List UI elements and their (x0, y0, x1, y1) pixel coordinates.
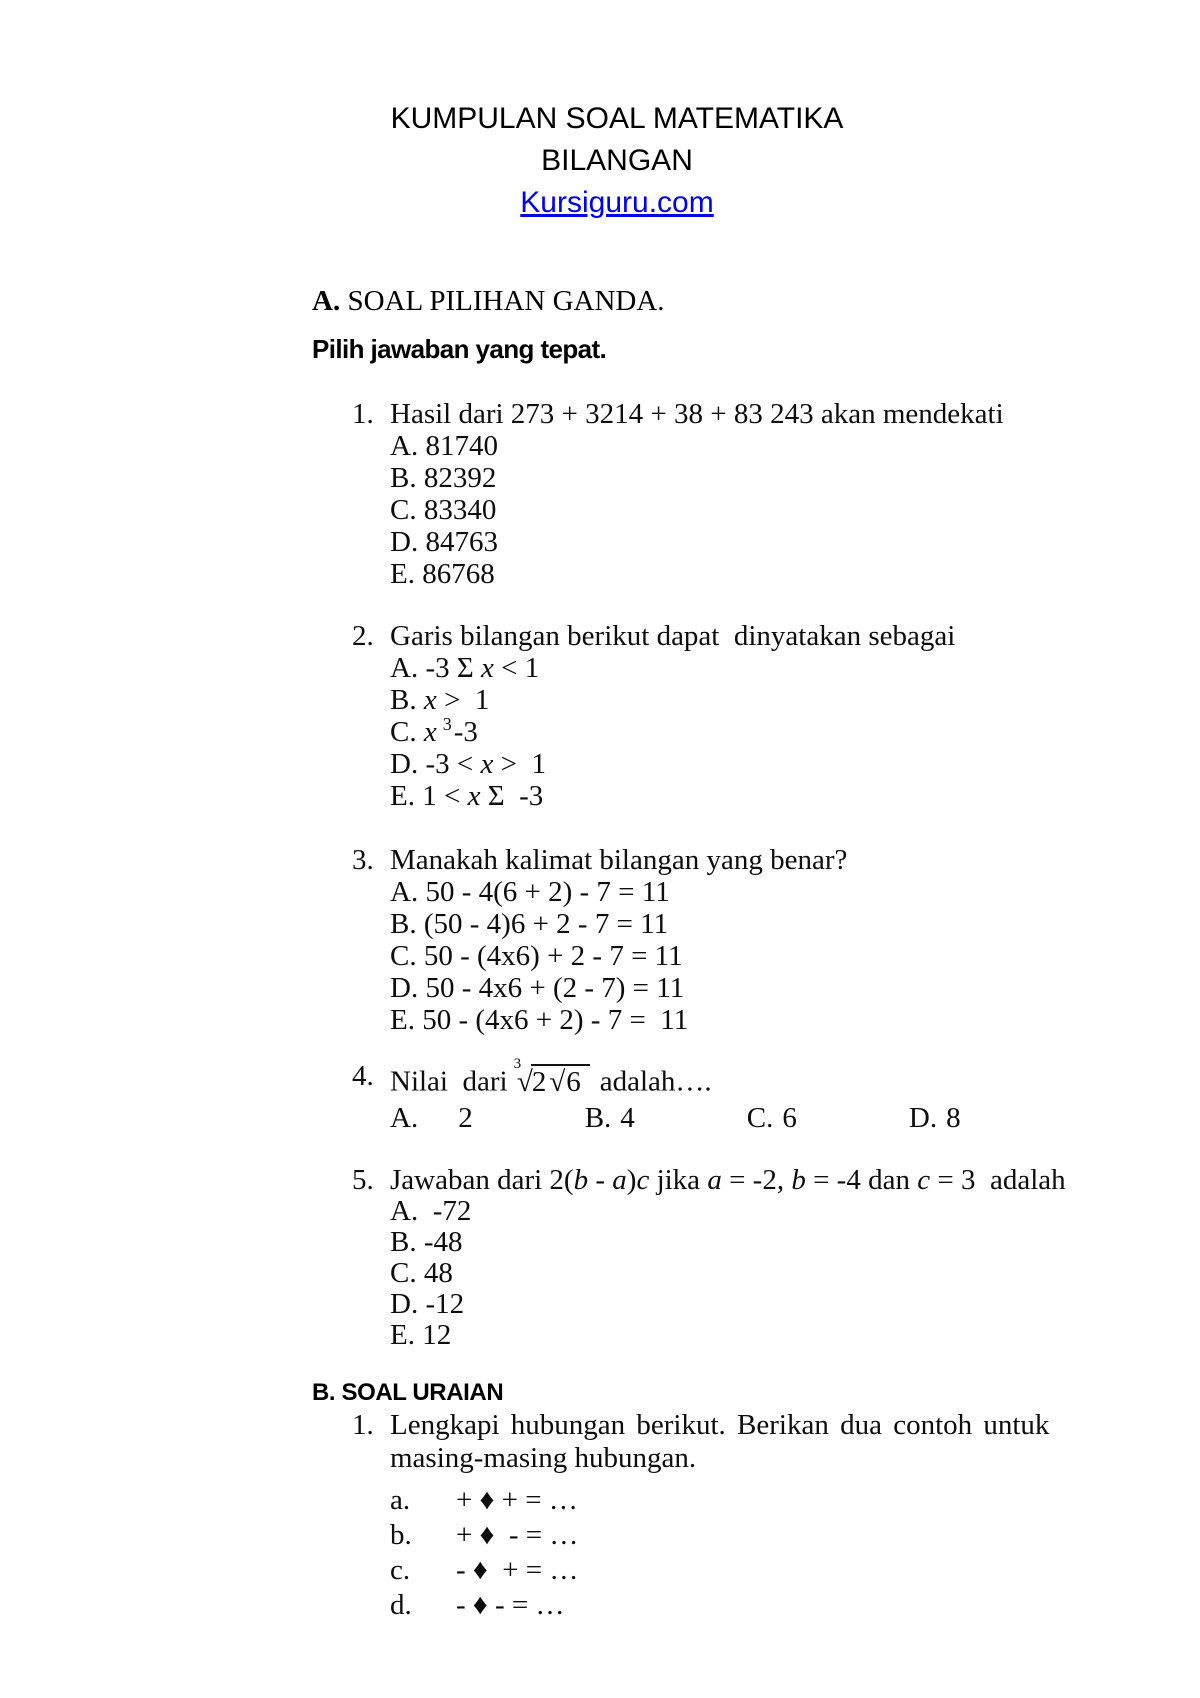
variable-x: x (467, 780, 481, 812)
question-1-option-c: C. 83340 (390, 494, 497, 526)
question-4-option-a: A. 2 (390, 1101, 473, 1134)
relation-expression: + ♦ + = … (456, 1483, 578, 1516)
section-a-heading (312, 284, 1200, 318)
section-b-question-1-number: 1. (352, 1408, 374, 1441)
question-4-option-d: D. 8 (908, 1101, 961, 1134)
question-3-option-e: E. 50 - (4x6 + 2) - 7 = 11 (390, 1004, 689, 1036)
question-5 (352, 1164, 1200, 1351)
question-1-option-e: E. 86768 (390, 558, 495, 590)
question-5-option-b: B. -48 (390, 1225, 463, 1258)
question-5-option-a: A. -72 (390, 1194, 472, 1227)
question-3-text: Manakah kalimat bilangan yang benar? (390, 844, 848, 876)
section-b-heading: B. SOAL URAIAN (312, 1378, 504, 1406)
variable-x: x (423, 684, 437, 716)
question-4 (352, 1056, 1200, 1134)
variable-x: x (480, 652, 494, 684)
question-3 (352, 844, 1200, 1036)
variable-x: x (480, 748, 494, 780)
relation-item-b: b. + ♦ - = … (390, 1518, 579, 1551)
question-2-option-e: E. 1 < x Σ -3 (390, 780, 544, 812)
variable-x: x (423, 716, 437, 748)
kursiguru-link[interactable]: Kursiguru.com (520, 186, 714, 219)
question-3-option-c: C. 50 - (4x6) + 2 - 7 = 11 (390, 940, 683, 972)
relation-expression: + ♦ - = … (456, 1518, 579, 1551)
section-a-instruction: Pilih jawaban yang tepat. (312, 334, 607, 364)
question-3-option-a: A. 50 - 4(6 + 2) - 7 = 11 (390, 876, 670, 908)
section-a-label: A. (312, 285, 341, 317)
question-1-text: Hasil dari 273 + 3214 + 38 + 83 243 akan mendekati (390, 398, 1004, 430)
inner-radicand: 6 (565, 1064, 584, 1098)
question-3-option-b: B. (50 - 4)6 + 2 - 7 = 11 (390, 908, 669, 940)
radical-sign: √ (516, 1065, 531, 1098)
question-2-option-b: B. x > 1 (390, 684, 490, 716)
question-4-options-row (390, 1102, 1200, 1134)
question-5-option-c: C. 48 (390, 1256, 453, 1289)
question-2-text: Garis bilangan berikut dapat dinyatakan sebagai (390, 620, 956, 652)
question-1-number: 1. (352, 398, 374, 430)
question-2-option-c: C. x $^3$-3 (390, 714, 478, 748)
radical-sign: √ (549, 1065, 566, 1098)
relation-items (390, 1483, 1200, 1623)
superscript-3: 3 (442, 714, 452, 735)
section-a-title: SOAL PILIHAN GANDA. (347, 285, 665, 317)
question-4-option-b: B. 4 (584, 1101, 635, 1134)
question-2-option-d: D. -3 < x > 1 (390, 748, 546, 780)
relation-item-d: d. - ♦ - = … (390, 1588, 565, 1621)
question-1-option-b: B. 82392 (390, 462, 497, 494)
question-4-text: Nilai dari$^3$√2 √6 adalah…. (390, 1056, 712, 1098)
question-1-option-d: D. 84763 (390, 526, 498, 558)
question-1 (352, 398, 1200, 590)
question-3-option-d: D. 50 - 4x6 + (2 - 7) = 11 (390, 972, 685, 1004)
question-1-option-a: A. 81740 (390, 430, 498, 462)
section-b-question-1-line1: Lengkapi hubungan berikut. Berikan dua contoh untuk (390, 1408, 1050, 1441)
link-row (312, 182, 922, 224)
question-3-number: 3. (352, 844, 374, 876)
cube-root-expression (513, 1056, 590, 1098)
question-2-option-a: A. -3 Σ x < 1 (390, 652, 540, 684)
relation-expression: - ♦ - = … (456, 1588, 565, 1621)
question-5-text: Jawaban dari 2(b - a)c jika a = -2, b = -4 dan c = 3 adalah (390, 1163, 1066, 1196)
document-title-line1: KUMPULAN SOAL MATEMATIKA (390, 102, 844, 135)
question-2-number: 2. (352, 620, 374, 652)
document-header (312, 98, 922, 224)
section-b-question-1 (352, 1409, 1200, 1623)
document-title-line2: BILANGAN (541, 144, 693, 177)
section-b-question-1-line2: masing-masing hubungan. (390, 1441, 697, 1474)
radicand-coefficient: 2 (531, 1065, 547, 1098)
question-2 (352, 620, 1200, 812)
question-5-option-e: E. 12 (390, 1318, 452, 1351)
inner-square-root (546, 1066, 583, 1098)
relation-expression: - ♦ + = … (456, 1553, 579, 1586)
question-5-number: 5. (352, 1163, 374, 1196)
question-4-option-c: C. 6 (746, 1101, 797, 1134)
root-index: 3 (513, 1056, 522, 1073)
relation-item-a: a. + ♦ + = … (390, 1483, 578, 1516)
relation-item-c: c. - ♦ + = … (390, 1553, 579, 1586)
question-4-number: 4. (352, 1060, 374, 1092)
question-5-option-d: D. -12 (390, 1287, 465, 1320)
